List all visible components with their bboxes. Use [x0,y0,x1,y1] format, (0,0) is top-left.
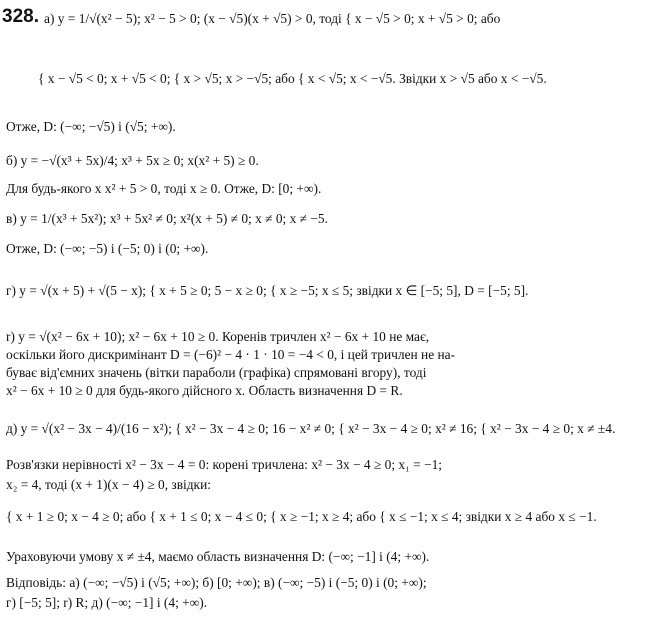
line-d-3: x₂ = 4, тоді (x + 1)(x − 4) ≥ 0, звідки: [6,477,211,492]
line-a-2: { x − √5 < 0; x + √5 < 0; { x > √5; x > −√5; або { x < √5; x < −√5. Звідки x > √5 або x < −√5. [38,71,547,86]
line-d-4: { x + 1 ≥ 0; x − 4 ≥ 0; або { x + 1 ≤ 0; x − 4 ≤ 0; { x ≥ −1; x ≥ 4; або { x ≤ −1; x ≤ 4; звідки x ≥ 4 або x ≤ −1. [6,509,597,524]
line-a-3: Отже, D: (−∞; −√5) і (√5; +∞). [6,119,176,134]
line-v-1: в) y = 1/(x³ + 5x²); x³ + 5x² ≠ 0; x²(x + 5) ≠ 0; x ≠ 0; x ≠ −5. [6,211,328,226]
line-v-2: Отже, D: (−∞; −5) і (−5; 0) і (0; +∞). [6,241,209,256]
answer-line-2: г) [−5; 5]; r) R; д) (−∞; −1] і (4; +∞). [6,595,208,610]
line-r-1: r) y = √(x² − 6x + 10); x² − 6x + 10 ≥ 0. Коренів тричлен x² − 6x + 10 не має, [6,329,430,344]
line-r-2: оскільки його дискримінант D = (−6)² − 4 · 1 · 10 = −4 < 0, і цей тричлен не на- [6,347,456,362]
line-b-1: б) y = −√(x³ + 5x)/4; x³ + 5x ≥ 0; x(x² + 5) ≥ 0. [6,153,259,168]
problem-number: 328. [2,6,39,27]
line-a-1: а) y = 1/√(x² − 5); x² − 5 > 0; (x − √5)(x + √5) > 0, тоді { x − √5 > 0; x + √5 > 0; або [44,11,501,26]
line-g-1: г) y = √(x + 5) + √(5 − x); { x + 5 ≥ 0; 5 − x ≥ 0; { x ≥ −5; x ≤ 5; звідки x ∈ [−5; 5], D = [−5; 5]. [6,283,529,298]
line-d-1: д) y = √(x² − 3x − 4)/(16 − x²); { x² − 3x − 4 ≥ 0; 16 − x² ≠ 0; { x² − 3x − 4 ≥ 0; x² ≠ 16; { x² − 3x − 4 ≥ 0; x ≠ ±4. [6,421,616,436]
line-r-4: x² − 6x + 10 ≥ 0 для будь-якого дійсного x. Область визначення D = R. [6,383,403,398]
watermark-1 [372,121,397,152]
line-b-2: Для будь-якого x x² + 5 > 0, тоді x ≥ 0. Отже, D: [0; +∞). [6,181,322,196]
line-r-3: буває від'ємних значень (вітки параболи (графіка) спрямовані вгору), тоді [6,365,427,380]
line-d-2: Розв'язки нерівності x² − 3x − 4 = 0: корені тричлена: x² − 3x − 4 ≥ 0; x₁ = −1; [6,457,442,472]
line-d-5: Ураховуючи умову x ≠ ±4, маємо область визначення D: (−∞; −1] і (4; +∞). [6,549,430,564]
answer-line-1: Відповідь: а) (−∞; −√5) і (√5; +∞); б) [0; +∞); в) (−∞; −5) і (−5; 0) і (0; +∞); [6,575,427,590]
